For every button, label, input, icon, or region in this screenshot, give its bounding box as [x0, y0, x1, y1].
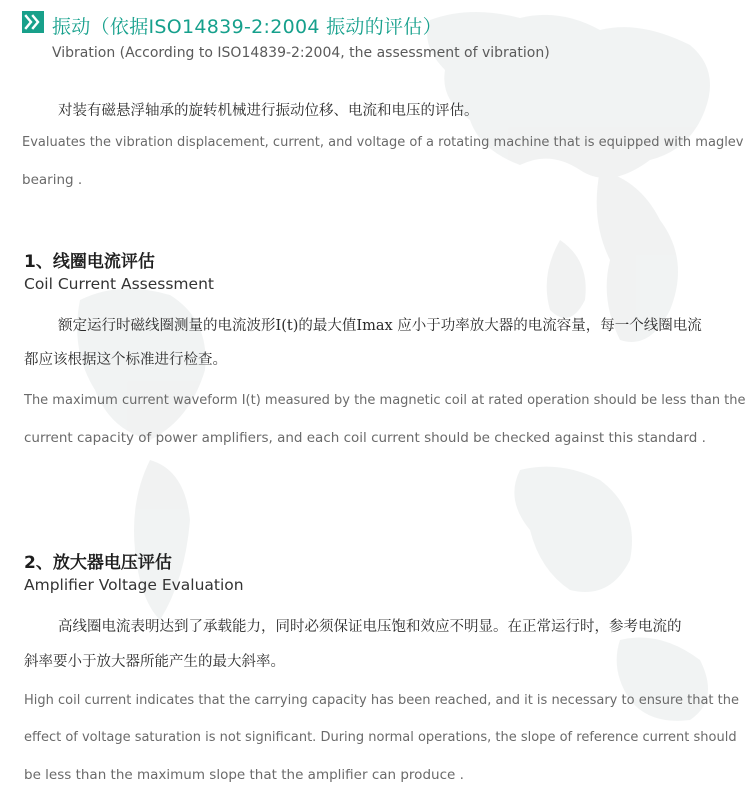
intro-en-line-1: Evaluates the vibration displacement, current, and voltage of a rotating machine that is equipped with maglev — [22, 135, 744, 150]
page-subtitle: Vibration (According to ISO14839-2:2004, the assessment of vibration) — [52, 45, 550, 61]
intro-zh-text: 对装有磁悬浮轴承的旋转机械进行振动位移、电流和电压的评估。 — [58, 103, 479, 119]
intro-en-line-2: bearing . — [22, 172, 83, 188]
section1-zh-line-2: 都应该根据这个标准进行检查。 — [24, 352, 227, 368]
section1-heading: 1、线圈电流评估 — [24, 252, 155, 272]
section2-zh-line-1: 高线圈电流表明达到了承载能力，同时必须保证电压饱和效应不明显。在正常运行时，参考电流的 — [58, 619, 682, 635]
section2-en-line-2: effect of voltage saturation is not significant. During normal operations, the slope of reference current should — [24, 730, 737, 745]
section2-en-line-1: High coil current indicates that the carrying capacity has been reached, and it is necessary to ensure that the — [24, 693, 739, 708]
section1-subheading: Coil Current Assessment — [24, 275, 214, 293]
section2-en-line-3: be less than the maximum slope that the amplifier can produce . — [24, 767, 464, 783]
section2-subheading: Amplifier Voltage Evaluation — [24, 576, 244, 594]
section1-en-line-1: The maximum current waveform I(t) measured by the magnetic coil at rated operation should be less than the — [24, 393, 746, 408]
section1-zh-line-1: 额定运行时磁线圈测量的电流波形I(t)的最大值Imax 应小于功率放大器的电流容量，每一个线圈电流 — [58, 318, 702, 334]
section1-en-line-2: current capacity of power amplifiers, and each coil current should be checked against this standard . — [24, 430, 706, 446]
section2-zh-line-2: 斜率要小于放大器所能产生的最大斜率。 — [24, 654, 285, 670]
section2-heading: 2、放大器电压评估 — [24, 553, 172, 573]
page-title: 振动（依据ISO14839-2:2004 振动的评估） — [52, 16, 442, 38]
double-chevron-right-icon — [22, 11, 44, 33]
